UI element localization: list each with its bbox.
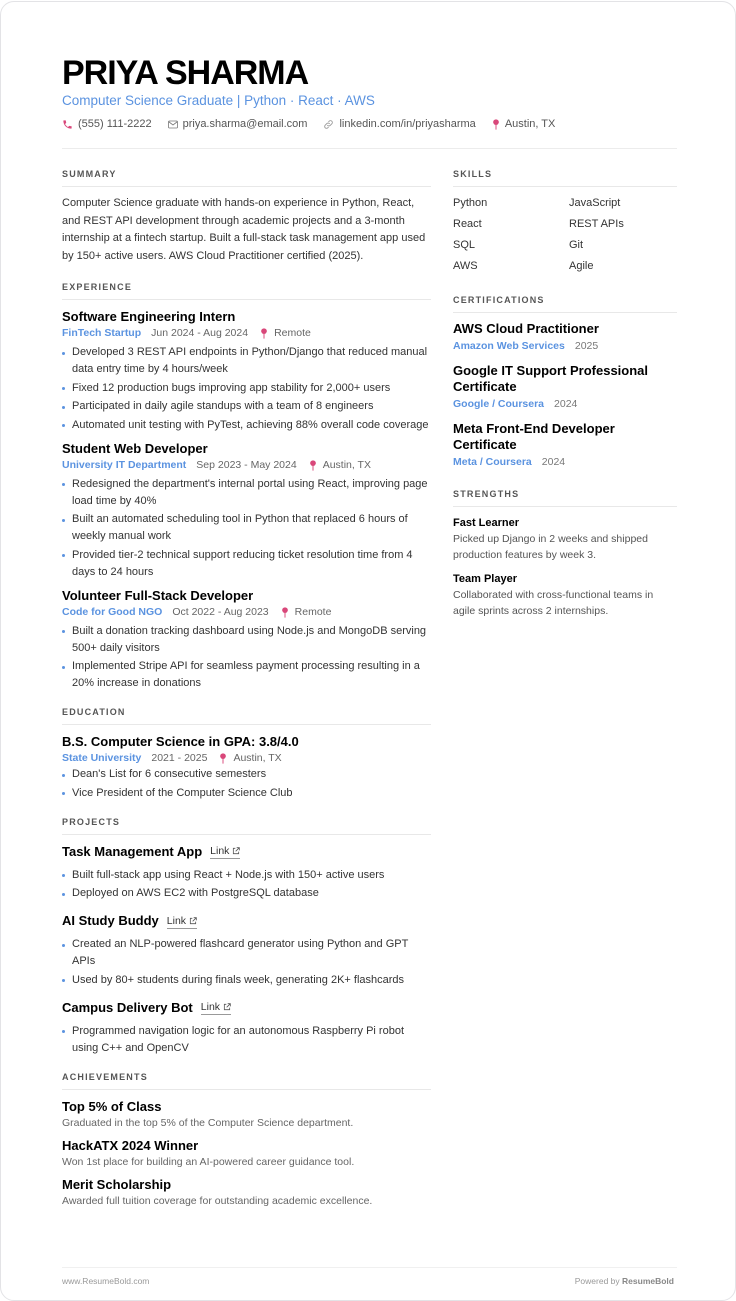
section-title: PROJECTS — [62, 816, 431, 835]
skill-item: AWS — [453, 260, 478, 272]
cert-issuer: Meta / Coursera — [453, 456, 532, 468]
bullet: Vice President of the Computer Science Club — [62, 785, 431, 802]
bullet: Fixed 12 production bugs improving app stability for 2,000+ users — [62, 380, 431, 397]
cert-issuer: Amazon Web Services — [453, 340, 565, 352]
footer-site-link[interactable]: www.ResumeBold.com — [62, 1276, 150, 1286]
project-bullets — [62, 867, 431, 903]
side-column — [453, 168, 677, 627]
location-text: Austin, TX — [504, 118, 556, 130]
map-pin-icon — [309, 460, 317, 471]
achievement-desc: Won 1st place for building an AI-powered career guidance tool. — [62, 1155, 355, 1168]
degree-title: B.S. Computer Science in GPA: 3.8/4.0 — [62, 734, 299, 749]
main-column — [62, 168, 431, 1215]
skill-item: SQL — [453, 239, 476, 251]
skill-item: Agile — [569, 260, 594, 272]
email-text: priya.sharma@email.com — [182, 118, 308, 130]
bullet: Redesigned the department's internal portal using React, improving page load time by 40% — [62, 476, 431, 510]
project-title: Task Management App — [62, 843, 203, 859]
job-dates: Jun 2024 - Aug 2024 — [151, 327, 249, 339]
job-meta — [62, 458, 431, 473]
link-label: Link — [210, 845, 230, 857]
powered-by-text: Powered by — [574, 1276, 620, 1286]
job-location — [260, 326, 311, 341]
experience-section — [62, 281, 431, 692]
cert-title: Meta Front-End Developer Certificate — [453, 421, 615, 452]
job-entry — [62, 308, 431, 434]
location-text: Remote — [294, 605, 332, 618]
cert-meta — [453, 397, 677, 412]
bullet: Built full-stack app using React + Node.js with 150+ active users — [62, 867, 431, 884]
section-title: SKILLS — [453, 168, 677, 187]
bullet: Created an NLP-powered flashcard generator using Python and GPT APIs — [62, 936, 431, 970]
job-entry — [62, 440, 431, 581]
contact-email[interactable] — [168, 117, 308, 131]
mail-icon — [168, 120, 178, 129]
bullet: Provided tier-2 technical support reducing ticket resolution time from 4 days to 24 hours — [62, 547, 431, 581]
cert-title: AWS Cloud Practitioner — [453, 321, 599, 336]
certification-entry — [453, 363, 677, 412]
bullet: Programmed navigation logic for an autonomous Raspberry Pi robot using C++ and OpenCV — [62, 1023, 431, 1057]
contact-phone[interactable] — [62, 117, 152, 131]
strength-title: Fast Learner — [453, 517, 520, 529]
project-entry — [62, 912, 431, 989]
bullet: Participated in daily agile standups with a team of 8 engineers — [62, 398, 431, 415]
strength-title: Team Player — [453, 573, 518, 585]
bullet: Built a donation tracking dashboard using Node.js and MongoDB serving 500+ daily visitors — [62, 623, 431, 657]
certification-entry — [453, 421, 677, 470]
job-location — [281, 605, 332, 620]
strength-desc: Picked up Django in 2 weeks and shipped production features by week 3. — [453, 533, 648, 561]
cert-issuer: Google / Coursera — [453, 398, 545, 410]
cert-title: Google IT Support Professional Certificate — [453, 363, 649, 394]
education-section — [62, 706, 431, 802]
project-bullets — [62, 936, 431, 989]
achievement-title: Merit Scholarship — [62, 1176, 172, 1192]
achievements-section — [62, 1071, 431, 1209]
job-title: Volunteer Full-Stack Developer — [62, 587, 254, 603]
headline: Computer Science Graduate | Python · React · AWS — [62, 93, 375, 108]
section-title: STRENGTHS — [453, 488, 677, 507]
external-link-icon — [189, 917, 197, 925]
contact-location — [492, 117, 556, 131]
map-pin-icon — [219, 753, 227, 764]
footer-divider — [62, 1267, 677, 1268]
job-org: Code for Good NGO — [62, 605, 163, 618]
section-title: CERTIFICATIONS — [453, 294, 677, 313]
location-text: Austin, TX — [233, 752, 282, 764]
education-location — [219, 751, 281, 766]
skills-grid — [453, 195, 677, 274]
job-entry — [62, 587, 431, 693]
job-dates: Sep 2023 - May 2024 — [196, 458, 297, 471]
brand-name: ResumeBold — [622, 1276, 674, 1286]
cert-meta — [453, 455, 677, 470]
school-name: State University — [62, 752, 142, 764]
phone-text: (555) 111-2222 — [78, 118, 152, 130]
education-bullets — [62, 766, 431, 802]
header-divider — [62, 148, 677, 149]
link-label: Link — [200, 1001, 221, 1013]
education-meta — [62, 751, 431, 766]
cert-year: 2024 — [554, 398, 578, 410]
resume-page — [0, 1, 736, 1301]
project-entry — [62, 999, 431, 1057]
section-title: ACHIEVEMENTS — [62, 1071, 431, 1090]
project-link[interactable] — [201, 1000, 231, 1015]
skill-item: Git — [569, 239, 584, 251]
section-title: EDUCATION — [62, 706, 431, 725]
location-text: Austin, TX — [322, 458, 371, 471]
job-org: FinTech Startup — [62, 327, 142, 339]
bullet: Implemented Stripe API for seamless payment processing resulting in a 20% increase in donations — [62, 658, 431, 692]
project-title: Campus Delivery Bot — [62, 999, 193, 1015]
cert-year: 2025 — [574, 340, 599, 352]
bullet: Used by 80+ students during finals week, generating 2K+ flashcards — [62, 972, 431, 989]
job-dates: Oct 2022 - Aug 2023 — [172, 605, 269, 618]
achievement-desc: Graduated in the top 5% of the Computer Science department. — [62, 1116, 354, 1129]
project-link[interactable] — [167, 914, 197, 929]
bullet: Developed 3 REST API endpoints in Python/Django that reduced manual data entry time by 4 hours/week — [62, 344, 431, 378]
strength-entry — [453, 515, 677, 563]
projects-section — [62, 816, 431, 1057]
map-pin-icon — [281, 607, 289, 618]
summary-section — [62, 168, 431, 265]
job-meta — [62, 326, 431, 341]
job-location — [309, 458, 371, 473]
section-title: EXPERIENCE — [62, 281, 431, 300]
job-title: Student Web Developer — [62, 440, 208, 456]
cert-year: 2024 — [541, 456, 566, 468]
candidate-name: PRIYA SHARMA — [62, 54, 309, 92]
skill-item: Python — [453, 197, 488, 209]
project-header — [62, 912, 431, 930]
map-pin-icon — [492, 119, 500, 130]
project-bullets — [62, 1023, 431, 1057]
achievement-desc: Awarded full tuition coverage for outstanding academic excellence. — [62, 1194, 373, 1207]
link-icon — [323, 119, 334, 130]
achievement-title: Top 5% of Class — [62, 1098, 162, 1114]
bullet: Deployed on AWS EC2 with PostgreSQL database — [62, 885, 431, 902]
education-dates: 2021 - 2025 — [151, 752, 208, 764]
phone-icon — [62, 119, 73, 130]
job-bullets — [62, 476, 431, 581]
achievement-title: HackATX 2024 Winner — [62, 1137, 199, 1153]
project-header — [62, 999, 431, 1017]
strengths-section — [453, 488, 677, 619]
external-link-icon — [223, 1003, 231, 1011]
cert-meta — [453, 339, 677, 354]
link-label: Link — [166, 914, 187, 927]
certification-entry — [453, 321, 677, 354]
project-header — [62, 843, 431, 861]
section-title: SUMMARY — [62, 168, 431, 187]
job-bullets — [62, 623, 431, 693]
linkedin-text: linkedin.com/in/priyasharma — [339, 118, 476, 130]
summary-text: Computer Science graduate with hands-on experience in Python, React, and REST API development through academic projects and a 3-month internship at a fintech startup. Built a full-stack task management app used by 150+ active users. AWS Cloud Practitioner certified (2025). — [62, 197, 426, 262]
skills-section — [453, 168, 677, 274]
certifications-section — [453, 294, 677, 470]
skill-item: JavaScript — [569, 197, 621, 209]
bullet: Dean's List for 6 consecutive semesters — [62, 766, 431, 783]
project-entry — [62, 843, 431, 903]
job-bullets — [62, 344, 431, 434]
location-text: Remote — [274, 327, 311, 339]
job-title: Software Engineering Intern — [62, 309, 236, 324]
contact-linkedin[interactable] — [323, 117, 475, 131]
project-link[interactable] — [210, 844, 240, 859]
footer-powered-by[interactable] — [575, 1276, 674, 1286]
project-title: AI Study Buddy — [62, 913, 159, 928]
job-meta — [62, 605, 431, 620]
strength-desc: Collaborated with cross-functional teams in agile sprints across 2 internships. — [453, 589, 654, 617]
bullet: Built an automated scheduling tool in Python that replaced 6 hours of weekly manual work — [62, 511, 431, 545]
map-pin-icon — [260, 328, 268, 339]
strength-entry — [453, 571, 677, 619]
job-org: University IT Department — [62, 458, 187, 471]
skill-item: React — [453, 218, 482, 230]
contact-bar — [62, 117, 571, 131]
bullet: Automated unit testing with PyTest, achieving 88% overall code coverage — [62, 417, 431, 434]
skill-item: REST APIs — [569, 218, 624, 230]
external-link-icon — [232, 847, 240, 855]
